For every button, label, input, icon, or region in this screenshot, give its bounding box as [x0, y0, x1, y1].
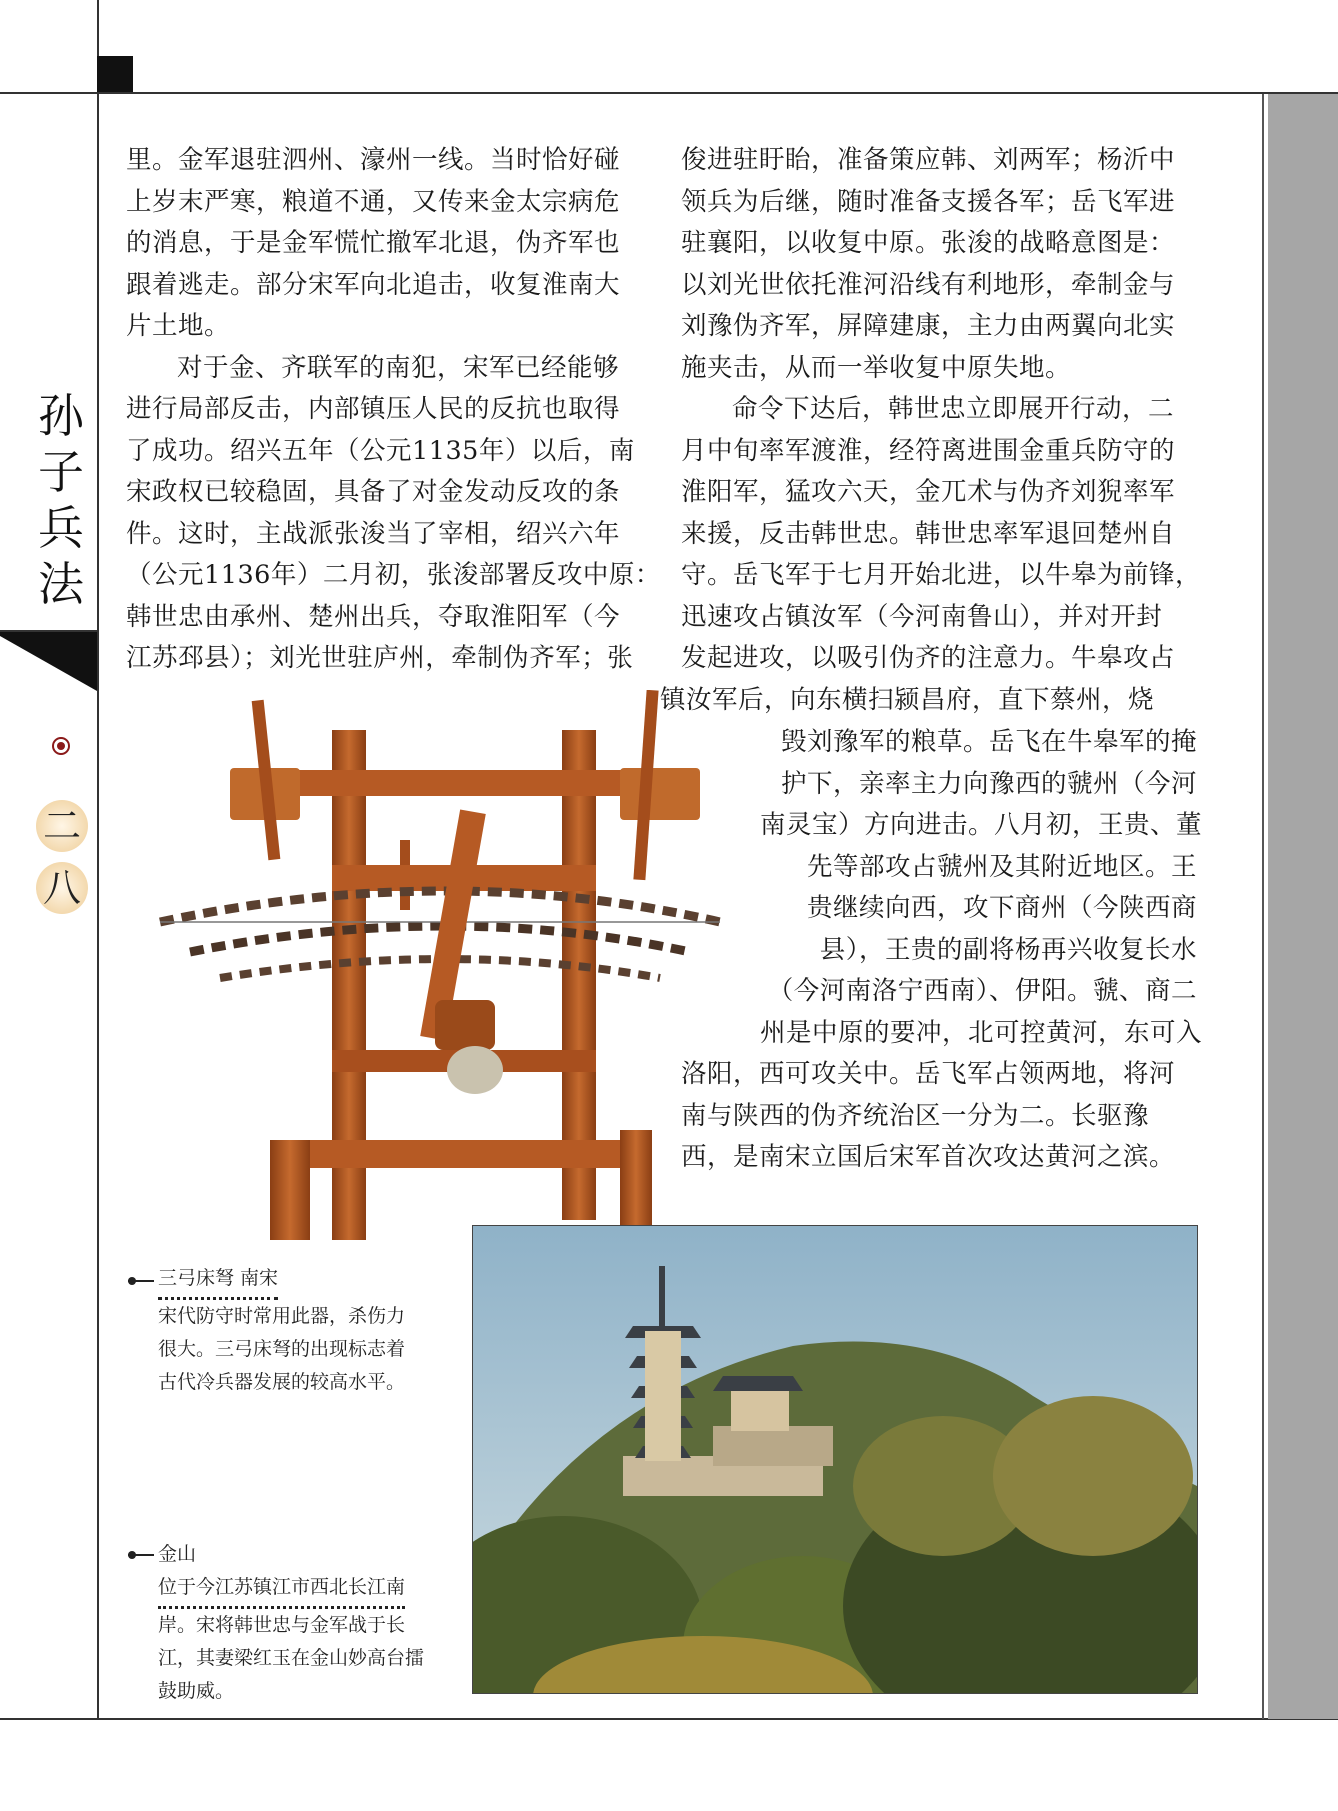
caption-crossbow — [128, 1262, 458, 1399]
text-line: 毁刘豫军的粮草。岳飞在牛皋军的掩 — [780, 727, 1197, 757]
text-line: 跟着逃走。部分宋军向北追击，收复淮南大 — [126, 269, 621, 300]
caption-line: 鼓助威。 — [158, 1680, 235, 1702]
text-line: 片土地。 — [126, 311, 231, 341]
right-gray-bar — [1268, 94, 1338, 1719]
text-line: 件。这时，主战派张浚当了宰相，绍兴六年 — [126, 518, 621, 549]
caption-line: 很大。三弓床弩的出现标志着 — [158, 1338, 406, 1360]
text-line: 来援，反击韩世忠。韩世忠率军退回楚州自 — [681, 518, 1176, 549]
text-column-left — [126, 140, 661, 680]
text-line: 南与陕西的伪齐统治区一分为二。长驱豫 — [681, 1100, 1150, 1131]
caption-pointer-icon — [128, 1276, 154, 1286]
right-bar-edge — [1262, 94, 1264, 1719]
text-line: 镇汝军后，向东横扫颍昌府，直下蔡州，烧 — [660, 684, 1155, 715]
side-triangle-decoration — [0, 636, 97, 691]
jinshan-image — [473, 1226, 1197, 1693]
caption-title: 金山 — [158, 1543, 197, 1565]
text-line: 了成功。绍兴五年（公元1135年）以后，南 — [126, 435, 635, 466]
text-line: 里。金军退驻泗州、濠州一线。当时恰好碰 — [126, 145, 621, 175]
text-column-wrap — [760, 722, 1203, 1054]
caption-line: 江，其妻梁红玉在金山妙高台擂 — [158, 1647, 425, 1669]
caption-line: 宋代防守时常用此器，杀伤力 — [158, 1305, 406, 1327]
book-title-char: 孙 — [38, 389, 84, 443]
text-line: 发起进攻，以吸引伪齐的注意力。牛皋攻占 — [681, 643, 1176, 673]
text-line: 南灵宝）方向进击。八月初，王贵、董 — [760, 810, 1203, 840]
jinshan-photo — [472, 1225, 1198, 1694]
text-line: 州是中原的要冲，北可控黄河，东可入 — [760, 1017, 1203, 1048]
bottom-rule — [0, 1718, 1338, 1720]
top-rule — [0, 92, 1338, 94]
text-line: 以刘光世依托淮河沿线有利地形，牵制金与 — [681, 269, 1176, 300]
bullet-icon — [52, 737, 70, 755]
book-title-vertical — [36, 388, 86, 612]
text-column-right — [660, 140, 1202, 721]
text-line: 县），王贵的副将杨再兴收复长水 — [819, 934, 1197, 965]
text-line: 韩世忠由承州、楚州出兵，夺取淮阳军（今 — [126, 601, 621, 632]
text-line: 领兵为后继，随时准备支援各军；岳飞军进 — [681, 186, 1176, 217]
page-number-char: 二 — [36, 800, 88, 852]
text-line: 先等部攻占虢州及其附近地区。王 — [806, 851, 1197, 882]
text-line: 驻襄阳，以收复中原。张浚的战略意图是： — [681, 228, 1176, 258]
corner-block — [97, 56, 133, 92]
crossbow-image — [150, 690, 760, 1250]
text-line: 俊进驻盱眙，准备策应韩、刘两军；杨沂中 — [681, 145, 1176, 175]
caption-line: 古代冷兵器发展的较高水平。 — [158, 1371, 406, 1393]
book-title-char: 兵 — [38, 501, 84, 555]
text-line: （今河南洛宁西南）、伊阳。虢、商二 — [767, 976, 1197, 1006]
text-line: 西，是南宋立国后宋军首次攻达黄河之滨。 — [681, 1142, 1176, 1172]
caption-pointer-icon — [128, 1550, 154, 1560]
book-title-char: 法 — [38, 557, 84, 611]
caption-line: 位于今江苏镇江市西北长江南 — [158, 1571, 405, 1609]
text-line: 宋政权已较稳固，具备了对金发动反攻的条 — [126, 477, 621, 507]
caption-line: 岸。宋将韩世忠与金军战于长 — [158, 1614, 406, 1636]
text-line: 月中旬率军渡淮，经符离进围金重兵防守的 — [681, 435, 1176, 466]
text-line: 淮阳军，猛攻六天，金兀术与伪齐刘猊率军 — [681, 477, 1176, 507]
book-title-char: 子 — [38, 445, 84, 499]
caption-title: 三弓床弩 南宋 — [158, 1262, 278, 1300]
text-line: 刘豫伪齐军，屏障建康，主力由两翼向北实 — [681, 311, 1176, 341]
text-line: 洛阳，西可攻关中。岳飞军占领两地，将河 — [681, 1059, 1176, 1089]
text-line: （公元1136年）二月初，张浚部署反攻中原： — [126, 560, 661, 590]
text-line: 施夹击，从而一举收复中原失地。 — [681, 352, 1072, 383]
left-margin-line — [97, 0, 99, 1719]
text-line: 上岁末严寒，粮道不通，又传来金太宗病危 — [126, 186, 621, 217]
text-line: 守。岳飞军于七月开始北进，以牛皋为前锋， — [681, 560, 1202, 590]
caption-jinshan — [128, 1538, 468, 1708]
text-line: 的消息，于是金军慌忙撤军北退，伪齐军也 — [126, 228, 621, 258]
text-line: 进行局部反击，内部镇压人民的反抗也取得 — [126, 394, 621, 424]
page-number-char: 八 — [36, 862, 88, 914]
crossbow-illustration — [150, 690, 760, 1250]
text-line: 迅速攻占镇汝军（今河南鲁山），并对开封 — [681, 601, 1163, 632]
text-line: 江苏邳县）；刘光世驻庐州，牵制伪齐军；张 — [126, 643, 634, 673]
text-line: 对于金、齐联军的南犯，宋军已经能够 — [177, 352, 620, 383]
text-line: 贵继续向西，攻下商州（今陕西商 — [806, 893, 1197, 923]
text-line: 命令下达后，韩世忠立即展开行动，二 — [732, 394, 1175, 424]
side-bar-decoration — [0, 632, 97, 636]
text-line: 护下，亲率主力向豫西的虢州（今河 — [780, 768, 1197, 799]
